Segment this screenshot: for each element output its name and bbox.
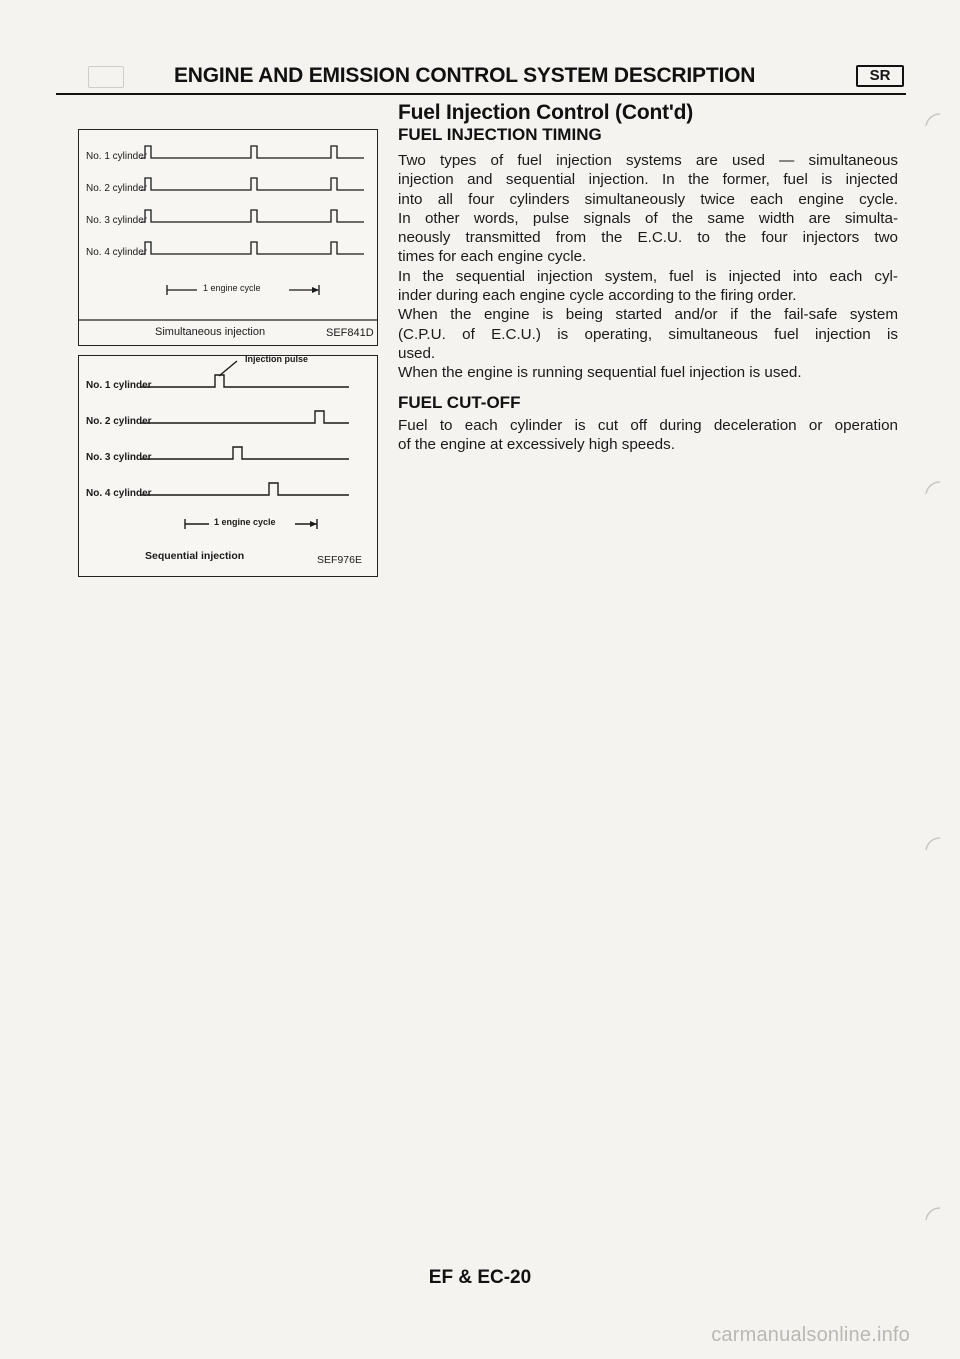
text-line: Two types of fuel injection systems are used — simultaneous <box>398 152 898 169</box>
binder-hole-arc <box>912 112 942 142</box>
text-line: Fuel to each cylinder is cut off during deceleration or operation <box>398 417 898 434</box>
cylinder-2-waveform <box>141 178 364 190</box>
text-line: inder during each engine cycle according to the firing order. <box>398 287 797 305</box>
fuel-cut-off-heading: FUEL CUT-OFF <box>398 393 521 412</box>
binder-hole-arc <box>912 480 942 510</box>
text-line: In the sequential injection system, fuel is injected into each cyl- <box>398 267 898 285</box>
engine-cycle-label: 1 engine cycle <box>214 517 276 527</box>
figure-caption: Sequential injection <box>145 550 245 562</box>
figure-caption: Simultaneous injection <box>155 326 266 338</box>
sequential-injection-figure <box>78 355 378 577</box>
cylinder-1-waveform <box>141 375 349 387</box>
text-line: into all four cylinders simultaneously twice each engine cycle. <box>398 190 898 208</box>
fuel-cut-off-body <box>398 416 898 455</box>
page-number: EF & EC-20 <box>428 1267 532 1288</box>
text-line: neously transmitted from the E.C.U. to the four injectors two <box>398 229 898 247</box>
text-line: injection and sequential injection. In the former, fuel is injected <box>398 171 898 189</box>
header-rule <box>56 93 906 95</box>
watermark: carmanualsonline.info <box>711 1324 910 1346</box>
cylinder-2-label: No. 2 cylinder <box>86 416 152 427</box>
cycle-arrow-right <box>312 287 319 293</box>
figure-code: SEF841D <box>326 327 374 339</box>
bleed-through-tab <box>88 66 124 88</box>
cylinder-4-label: No. 4 cylinder <box>86 247 148 258</box>
cylinder-4-waveform <box>141 483 349 495</box>
engine-cycle-label: 1 engine cycle <box>203 283 261 293</box>
page-header <box>56 62 906 92</box>
text-line: (C.P.U. of E.C.U.) is operating, simultaneous fuel injection is <box>398 325 898 343</box>
injection-pulse-leader <box>219 361 237 376</box>
simultaneous-waveform-diagram <box>79 130 377 345</box>
cylinder-2-waveform <box>141 411 349 423</box>
fuel-injection-timing-heading: FUEL INJECTION TIMING <box>398 125 602 144</box>
cylinder-1-label: No. 1 cylinder <box>86 151 148 162</box>
cylinder-4-waveform <box>141 242 364 254</box>
text-line: times for each engine cycle. <box>398 248 587 266</box>
cylinder-3-label: No. 3 cylinder <box>86 452 152 463</box>
cylinder-3-waveform <box>141 447 349 459</box>
binder-hole-arc <box>912 1206 942 1236</box>
injection-pulse-label: Injection pulse <box>245 354 309 364</box>
section-title: Fuel Injection Control (Cont'd) <box>398 101 694 124</box>
fuel-injection-timing-body <box>398 151 898 383</box>
text-line: When the engine is being started and/or if the fail-safe system <box>398 306 898 324</box>
text-line: used. <box>398 344 436 362</box>
simultaneous-injection-figure <box>78 129 378 346</box>
binder-hole-arc <box>912 836 942 866</box>
figure-code: SEF976E <box>317 554 362 566</box>
cycle-arrow-right <box>310 521 317 527</box>
cylinder-1-waveform <box>141 146 364 158</box>
header-title: ENGINE AND EMISSION CONTROL SYSTEM DESCRIPTION <box>174 64 756 87</box>
cylinder-2-label: No. 2 cylinder <box>86 183 148 194</box>
cylinder-3-label: No. 3 cylinder <box>86 215 148 226</box>
engine-badge: SR <box>856 65 904 87</box>
text-line: of the engine at excessively high speeds. <box>398 436 675 454</box>
cylinder-1-label: No. 1 cylinder <box>86 380 152 391</box>
cylinder-4-label: No. 4 cylinder <box>86 488 152 499</box>
cylinder-3-waveform <box>141 210 364 222</box>
text-line: When the engine is running sequential fuel injection is used. <box>398 364 802 382</box>
text-line: In other words, pulse signals of the same width are simulta- <box>398 209 898 227</box>
